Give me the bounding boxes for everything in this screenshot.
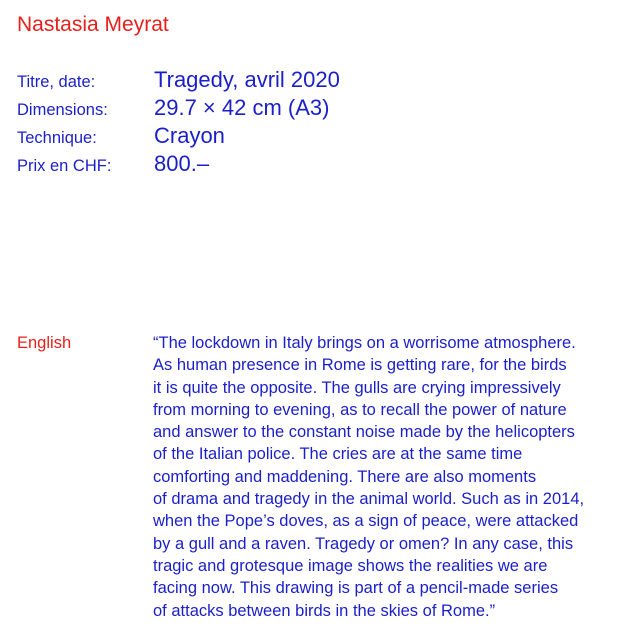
spec-label-price: Prix en CHF: — [17, 157, 112, 175]
description-line: it is quite the opposite. The gulls are crying impressively — [153, 378, 561, 397]
description-line: of attacks between birds in the skies of Rome.” — [153, 601, 496, 620]
artwork-description — [153, 332, 628, 622]
language-label: English — [17, 334, 72, 352]
description-line: As human presence in Rome is getting rare, for the birds — [153, 356, 567, 375]
description-line: of the Italian police. The cries are at the same time — [153, 445, 523, 464]
description-line: of drama and tragedy in the animal world. Such as in 2014, — [153, 490, 585, 509]
spec-label-technique: Technique: — [17, 129, 97, 147]
spec-value-technique: Crayon — [154, 123, 225, 148]
description-line: “The lockdown in Italy brings on a worrisome atmosphere. — [153, 334, 576, 352]
spec-label-title-date: Titre, date: — [17, 73, 96, 91]
spec-label-dimensions: Dimensions: — [17, 101, 108, 119]
spec-value-title-date: Tragedy, avril 2020 — [154, 67, 340, 92]
artist-name: Nastasia Meyrat — [17, 13, 169, 36]
description-line: when the Pope’s doves, as a sign of peace, were attacked — [153, 512, 579, 531]
spec-value-price: 800.– — [154, 151, 210, 176]
description-line: comforting and maddening. There are also moments — [153, 467, 537, 486]
description-line: facing now. This drawing is part of a pencil-made series — [153, 579, 559, 598]
description-line: by a gull and a raven. Tragedy or omen? In any case, this — [153, 534, 574, 553]
description-line: tragic and grotesque image shows the realities we are — [153, 556, 548, 575]
spec-value-dimensions: 29.7 × 42 cm (A3) — [154, 95, 330, 120]
description-line: and answer to the constant noise made by the helicopters — [153, 423, 575, 442]
description-line: from morning to evening, as to recall the power of nature — [153, 400, 567, 419]
